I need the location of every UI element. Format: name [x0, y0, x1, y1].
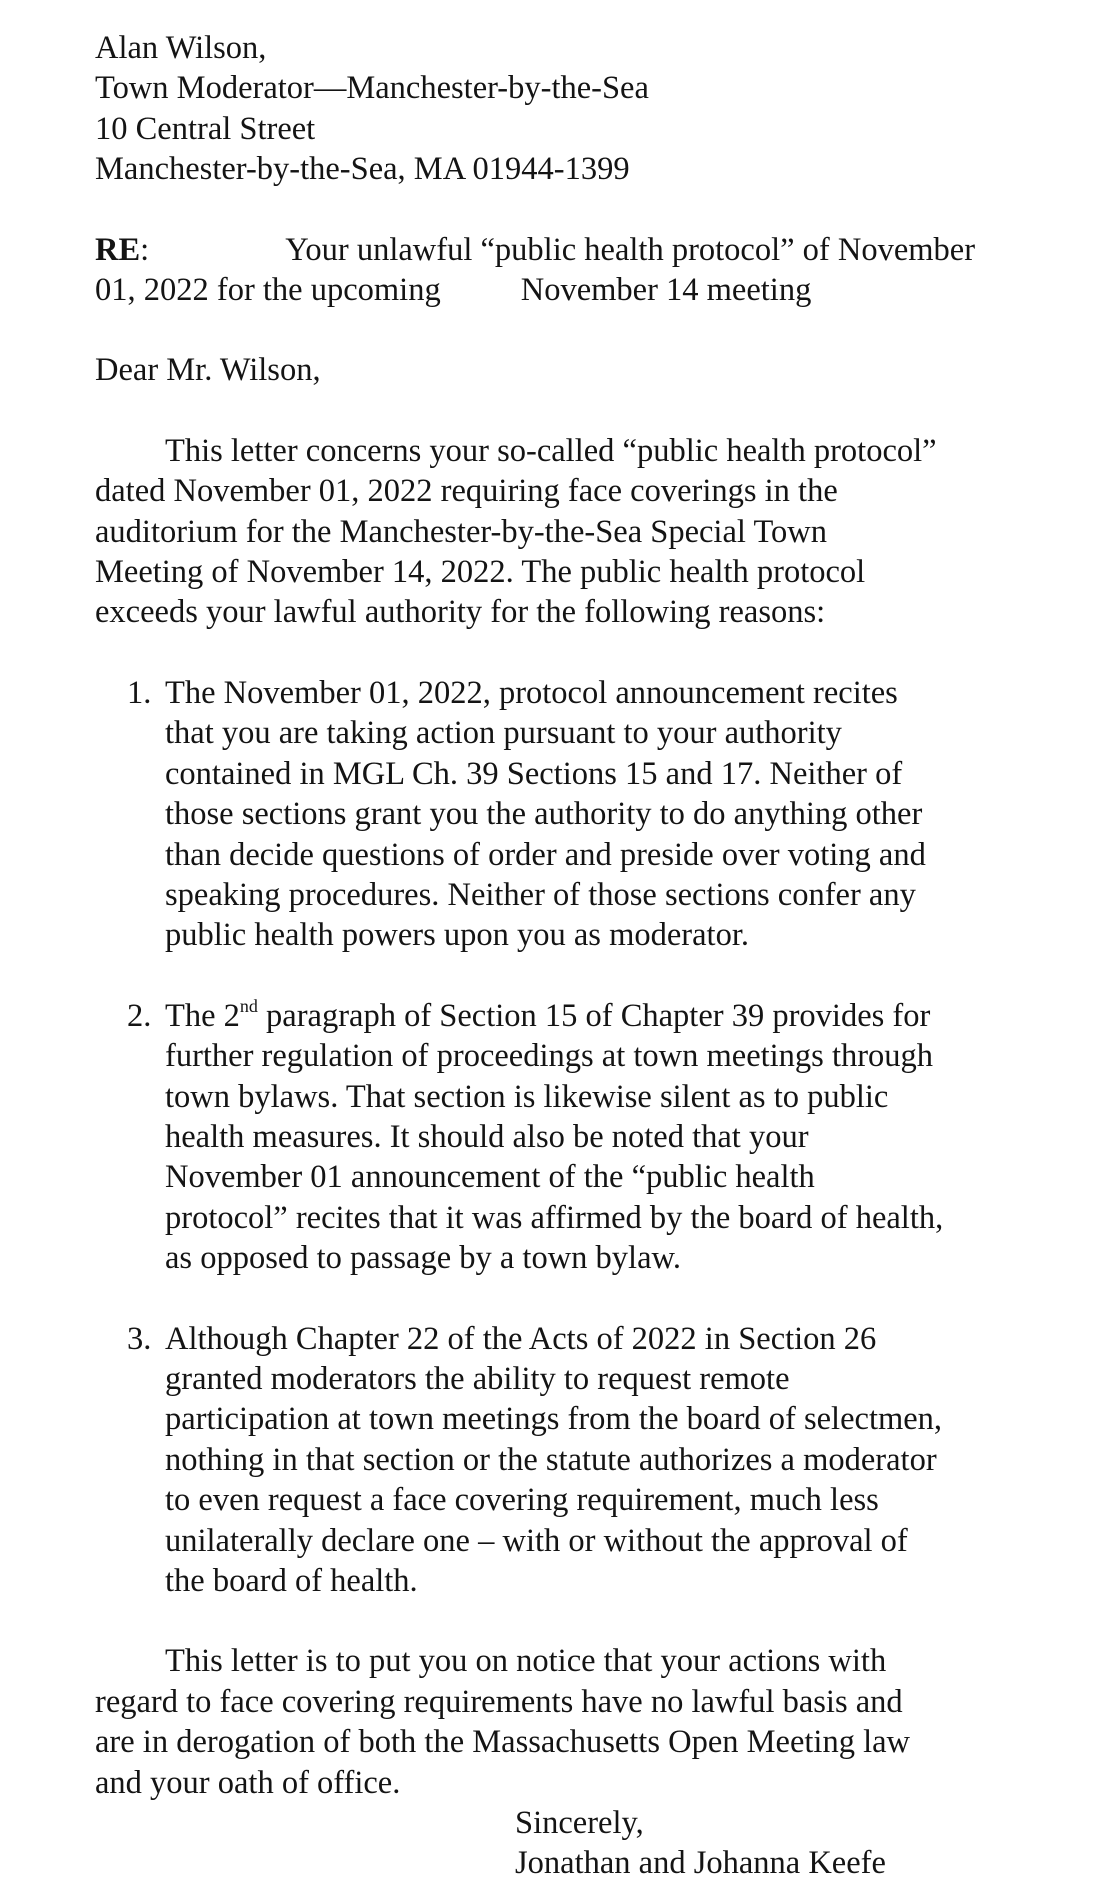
re-colon: :: [140, 231, 150, 268]
list-line: that you are taking action pursuant to your authority: [165, 715, 842, 752]
address-line: 10 Central Street: [95, 110, 316, 147]
ordinal-superscript: nd: [239, 995, 258, 1016]
list-line: unilaterally declare one – with or without the approval of: [165, 1522, 908, 1559]
address-line: Manchester-by-the-Sea, MA 01944-1399: [95, 151, 630, 188]
signoff: Sincerely,: [515, 1805, 644, 1842]
list-line: participation at town meetings from the board of selectmen,: [165, 1401, 943, 1438]
address-line: Town Moderator—Manchester-by-the-Sea: [95, 70, 649, 107]
list-line: Although Chapter 22 of the Acts of 2022 in Section 26: [165, 1320, 877, 1357]
list-line: those sections grant you the authority to do anything other: [165, 796, 923, 833]
list-line: health measures. It should also be noted that your: [165, 1118, 809, 1155]
subject-line: [95, 230, 1104, 311]
list-item: [95, 673, 1104, 956]
paragraph-line: regard to face covering requirements have no lawful basis and: [95, 1683, 903, 1720]
re-label: RE: [95, 231, 141, 268]
paragraph-line: This letter concerns your so-called “public health protocol”: [165, 432, 937, 469]
list-line: [165, 996, 1104, 1036]
paragraph-line: are in derogation of both the Massachusetts Open Meeting law: [95, 1724, 910, 1761]
list-item: [95, 1319, 1104, 1602]
list-line: granted moderators the ability to request remote: [165, 1360, 790, 1397]
paragraph-line: This letter is to put you on notice that your actions with: [165, 1643, 887, 1680]
list-number: 1.: [127, 674, 152, 711]
re-text-line-1: Your unlawful “public health protocol” of November: [285, 231, 976, 268]
reasons-list: [95, 673, 1104, 1602]
list-line: contained in MGL Ch. 39 Sections 15 and 17. Neither of: [165, 755, 903, 792]
paragraph-line: auditorium for the Manchester-by-the-Sea Special Town: [95, 513, 828, 550]
salutation: Dear Mr. Wilson,: [95, 352, 321, 389]
list-line: the board of health.: [165, 1563, 418, 1599]
re-text-line-2a: 01, 2022 for the upcoming: [95, 272, 441, 309]
list-line: further regulation of proceedings at town meetings through: [165, 1038, 934, 1075]
closing-paragraph: [95, 1641, 975, 1803]
paragraph-line: and your oath of office.: [95, 1764, 401, 1801]
list-item: [95, 996, 1104, 1279]
signature-name: Jonathan and Johanna Keefe: [515, 1845, 886, 1882]
address-line: Alan Wilson,: [95, 30, 267, 66]
list-line: than decide questions of order and preside over voting and: [165, 836, 926, 873]
intro-paragraph: [95, 431, 975, 633]
paragraph-line: dated November 01, 2022 requiring face coverings in the: [95, 473, 838, 510]
list-line: speaking procedures. Neither of those sections confer any: [165, 876, 916, 913]
list-text: The 2: [165, 997, 240, 1034]
recipient-address: [95, 28, 1104, 190]
list-number: 3.: [127, 1320, 152, 1357]
list-line: nothing in that section or the statute authorizes a moderator: [165, 1441, 937, 1478]
list-line: November 01 announcement of the “public health: [165, 1159, 815, 1196]
paragraph-line: Meeting of November 14, 2022. The public health protocol: [95, 554, 866, 591]
list-line: as opposed to passage by a town bylaw.: [165, 1240, 681, 1277]
list-line: protocol” recites that it was affirmed by the board of health,: [165, 1199, 944, 1236]
signature-block: [515, 1803, 1104, 1884]
list-line: public health powers upon you as moderator.: [165, 917, 749, 954]
paragraph-line: exceeds your lawful authority for the following reasons:: [95, 594, 826, 631]
list-number: 2.: [127, 997, 152, 1034]
list-text: paragraph of Section 15 of Chapter 39 provides for: [257, 997, 931, 1034]
list-line: to even request a face covering requirement, much less: [165, 1482, 879, 1519]
list-line: town bylaws. That section is likewise silent as to public: [165, 1078, 889, 1115]
re-text-line-2b: November 14 meeting: [520, 272, 812, 309]
list-line: The November 01, 2022, protocol announcement recites: [165, 674, 898, 711]
